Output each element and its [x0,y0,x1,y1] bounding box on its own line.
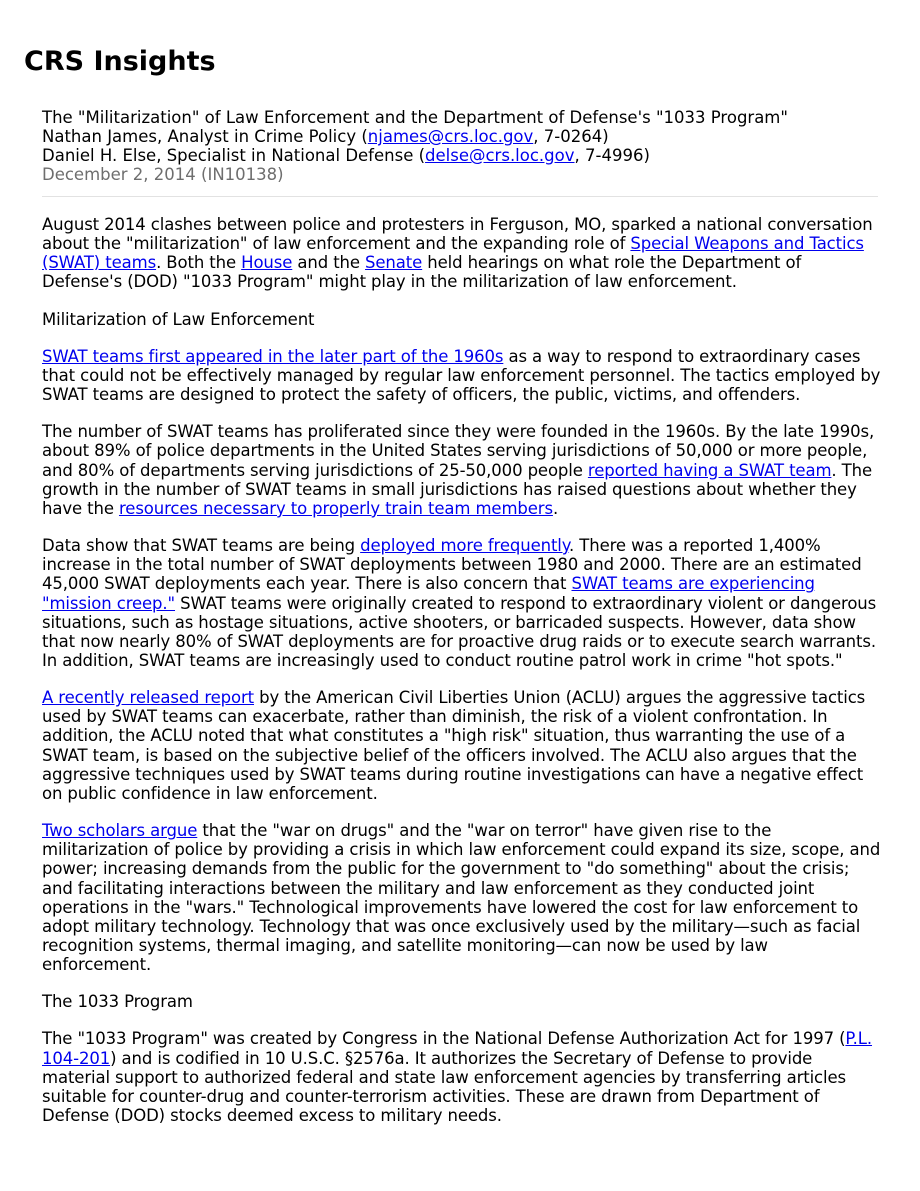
paragraph-scholars: Two scholars argue that the "war on drugs" and the "war on terror" have given rise to the militarization of police by providing a crisis in which law enforcement could expand its size, scope, and power; increasing demands from the public for the government to "do something" about the crisis; and facilitating interactions between the military and law enforcement as they conducted joint operations in the "wars." Technological improvements have lowered the cost for law enforcement to adopt military technology. Technology that was once exclusively used by the military—such as facial recognition systems, thermal imaging, and satellite monitoring—can now be used by law enforcement. [42,821,881,975]
site-title: CRS Insights [24,46,216,77]
link-senate[interactable]: Senate [365,253,423,273]
author-line-1 [42,127,878,146]
author1-email-link[interactable]: njames@crs.loc.gov [367,127,534,146]
link-swat-1960s[interactable]: SWAT teams first appeared in the later part of the 1960s [42,346,504,366]
paragraph-swat-origin: SWAT teams first appeared in the later part of the 1960s as a way to respond to extraordinary cases that could not be effectively managed by regular law enforcement personnel. The tactics employed by SWAT teams are designed to protect the safety of officers, the public, victims, and offenders. [42,346,881,405]
report-title: The "Militarization" of Law Enforcement and the Department of Defense's "1033 Program" [42,108,788,127]
author-line-2 [42,146,878,165]
link-pl-104-201[interactable]: P.L. 104-201 [42,1029,873,1068]
paragraph-intro: August 2014 clashes between police and protesters in Ferguson, MO, sparked a national conversation about the "militarization" of law enforcement and the expanding role of Special Weapons and Tactics (SWAT) teams. Both the House and the Senate held hearings on what role the Department of Defense's (DOD) "1033 Program" might play in the militarization of law enforcement. [42,215,873,292]
author2-phone: , 7-4996) [574,146,650,165]
section-heading-1033: The 1033 Program [42,992,193,1012]
header-divider [42,196,878,197]
paragraph-swat-proliferation: The number of SWAT teams has proliferated since they were founded in the 1960s. By the late 1990s, about 89% of police departments in the United States serving jurisdictions of 50,000 or more people, and 80% of departments serving jurisdictions of 25-50,000 people reported having a SWAT team. The growth in the number of SWAT teams in small jurisdictions has raised questions about whether they have the resources necessary to properly train team members. [42,422,875,518]
link-training-resources[interactable]: resources necessary to properly train team members [118,498,553,518]
link-reported-swat-team[interactable]: reported having a SWAT team [587,460,832,480]
link-house[interactable]: House [241,253,293,273]
report-header [42,108,878,184]
author1-phone: , 7-0264) [533,127,609,146]
link-mission-creep[interactable]: SWAT teams are experiencing "mission creep." [42,574,815,613]
author2-email-link[interactable]: delse@crs.loc.gov [425,146,575,165]
section-heading-militarization: Militarization of Law Enforcement [42,309,315,329]
link-aclu-report[interactable]: A recently released report [42,688,255,708]
paragraph-swat-deployments: Data show that SWAT teams are being deployed more frequently. There was a reported 1,400% increase in the total number of SWAT deployments between 1980 and 2000. There are an estimated 45,000 SWAT deployments each year. There is also concern that SWAT teams are experiencing "mission creep." SWAT teams were originally created to respond to extraordinary violent or dangerous situations, such as hostage situations, active shooters, or barricaded suspects. However, data show that now nearly 80% of SWAT deployments are for proactive drug raids or to execute search warrants. In addition, SWAT teams are increasingly used to conduct routine patrol work in crime "hot spots." [42,536,877,670]
author2-name: Daniel H. Else, Specialist in National Defense ( [42,146,426,165]
article-body [42,215,882,1143]
report-date: December 2, 2014 (IN10138) [42,165,284,184]
link-swat-teams[interactable]: Special Weapons and Tactics (SWAT) teams [42,234,864,273]
link-two-scholars[interactable]: Two scholars argue [42,821,198,841]
author1-name: Nathan James, Analyst in Crime Policy ( [42,127,368,146]
paragraph-aclu-report: A recently released report by the American Civil Liberties Union (ACLU) argues the aggressive tactics used by SWAT teams can exacerbate, rather than diminish, the risk of a violent confrontation. In addition, the ACLU noted that what constitutes a "high risk" situation, thus warranting the use of a SWAT team, is based on the subjective belief of the officers involved. The ACLU also argues that the aggressive techniques used by SWAT teams during routine investigations can have a negative effect on public confidence in law enforcement. [42,688,866,803]
link-deployed-more-frequently[interactable]: deployed more frequently [360,536,570,556]
paragraph-1033-program: The "1033 Program" was created by Congress in the National Defense Authorization Act for 1997 (P.L. 104-201) and is codified in 10 U.S.C. §2576a. It authorizes the Secretary of Defense to provide material support to authorized federal and state law enforcement agencies by transferring articles suitable for counter-drug and counter-terrorism activities. These are drawn from Department of Defense (DOD) stocks deemed excess to military needs. [42,1029,873,1126]
